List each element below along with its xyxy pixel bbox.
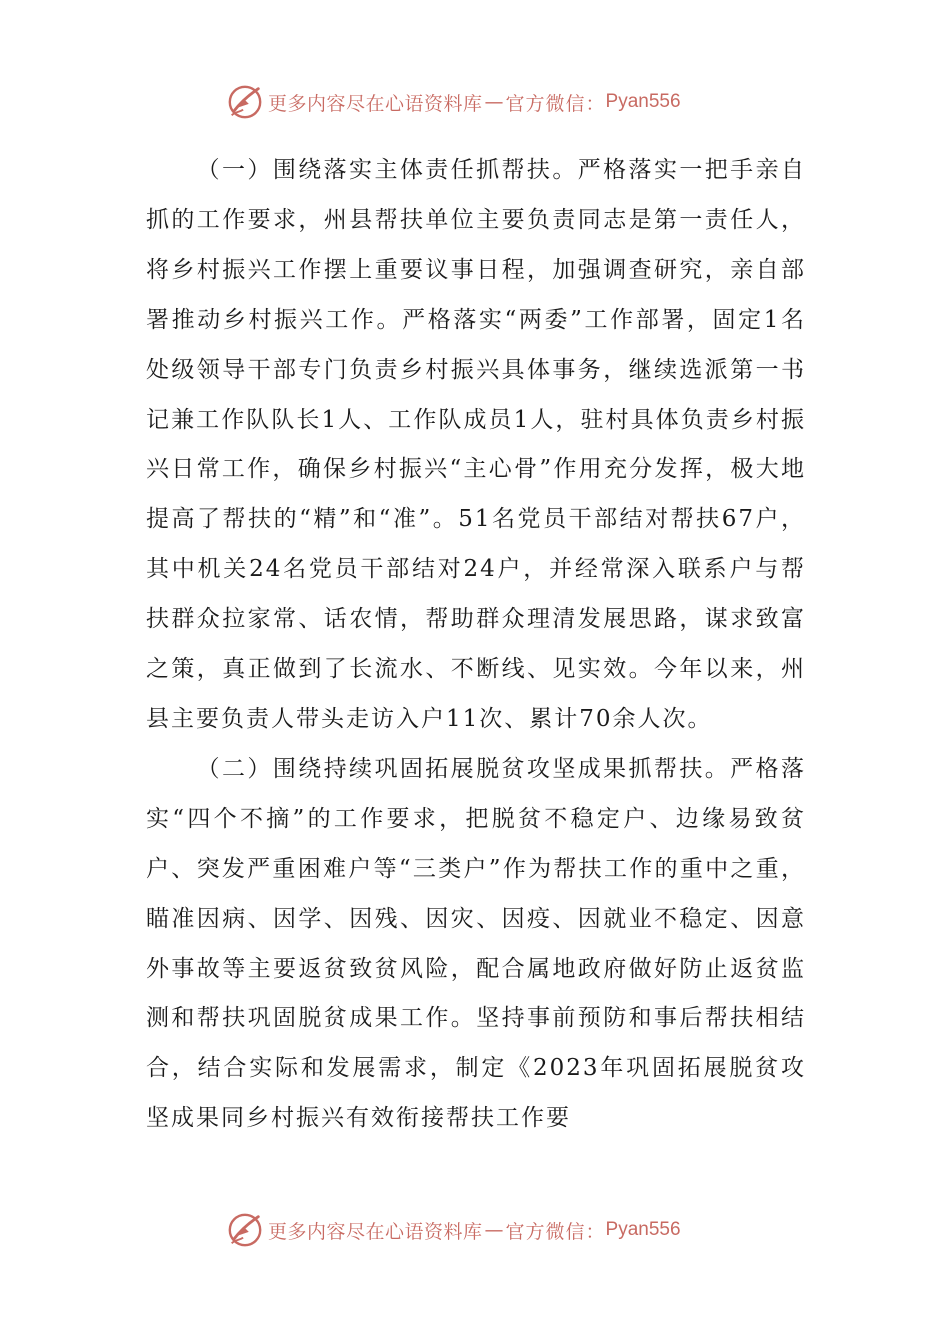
watermark-slogan: 更多内容尽在心语资料库: [268, 1220, 483, 1243]
pen-circle-logo-icon: [226, 1211, 264, 1249]
watermark-banner-bottom: [226, 1210, 746, 1250]
watermark-dash: —: [484, 91, 504, 113]
document-body: [146, 146, 806, 1144]
watermark-wechat-label: 官方微信：: [505, 92, 606, 115]
watermark-wechat-label: 官方微信：: [505, 1220, 606, 1243]
paragraph-1: （一）围绕落实主体责任抓帮扶。严格落实一把手亲自抓的工作要求，州县帮扶单位主要负责同志是第一责任人，将乡村振兴工作摆上重要议事日程，加强调查研究，亲自部署推动乡村振兴工作。严格落实“两委”工作部署，固定1名处级领导干部专门负责乡村振兴具体事务，继续选派第一书记兼工作队队长1人、工作队成员1人，驻村具体负责乡村振兴日常工作，确保乡村振兴“主心骨”作用充分发挥，极大地提高了帮扶的“精”和“准”。51名党员干部结对帮扶67户，其中机关24名党员干部结对24户，并经常深入联系户与帮扶群众拉家常、话农情，帮助群众理清发展思路，谋求致富之策，真正做到了长流水、不断线、见实效。今年以来，州县主要负责人带头走访入户11次、累计70余人次。: [146, 157, 806, 732]
watermark-slogan: 更多内容尽在心语资料库: [268, 92, 483, 115]
watermark-handle: Pyan556: [605, 1219, 681, 1240]
watermark-handle: Pyan556: [605, 91, 681, 112]
pen-circle-logo-icon: [226, 83, 264, 121]
watermark-dash: —: [484, 1219, 504, 1241]
watermark-banner-top: [226, 82, 746, 122]
paragraph-2: （二）围绕持续巩固拓展脱贫攻坚成果抓帮扶。严格落实“四个不摘”的工作要求，把脱贫不稳定户、边缘易致贫户、突发严重困难户等“三类户”作为帮扶工作的重中之重，瞄准因病、因学、因残、因灾、因疫、因就业不稳定、因意外事故等主要返贫致贫风险，配合属地政府做好防止返贫监测和帮扶巩固脱贫成果工作。坚持事前预防和事后帮扶相结合，结合实际和发展需求，制定《2023年巩固拓展脱贫攻坚成果同乡村振兴有效衔接帮扶工作要: [146, 755, 806, 1132]
